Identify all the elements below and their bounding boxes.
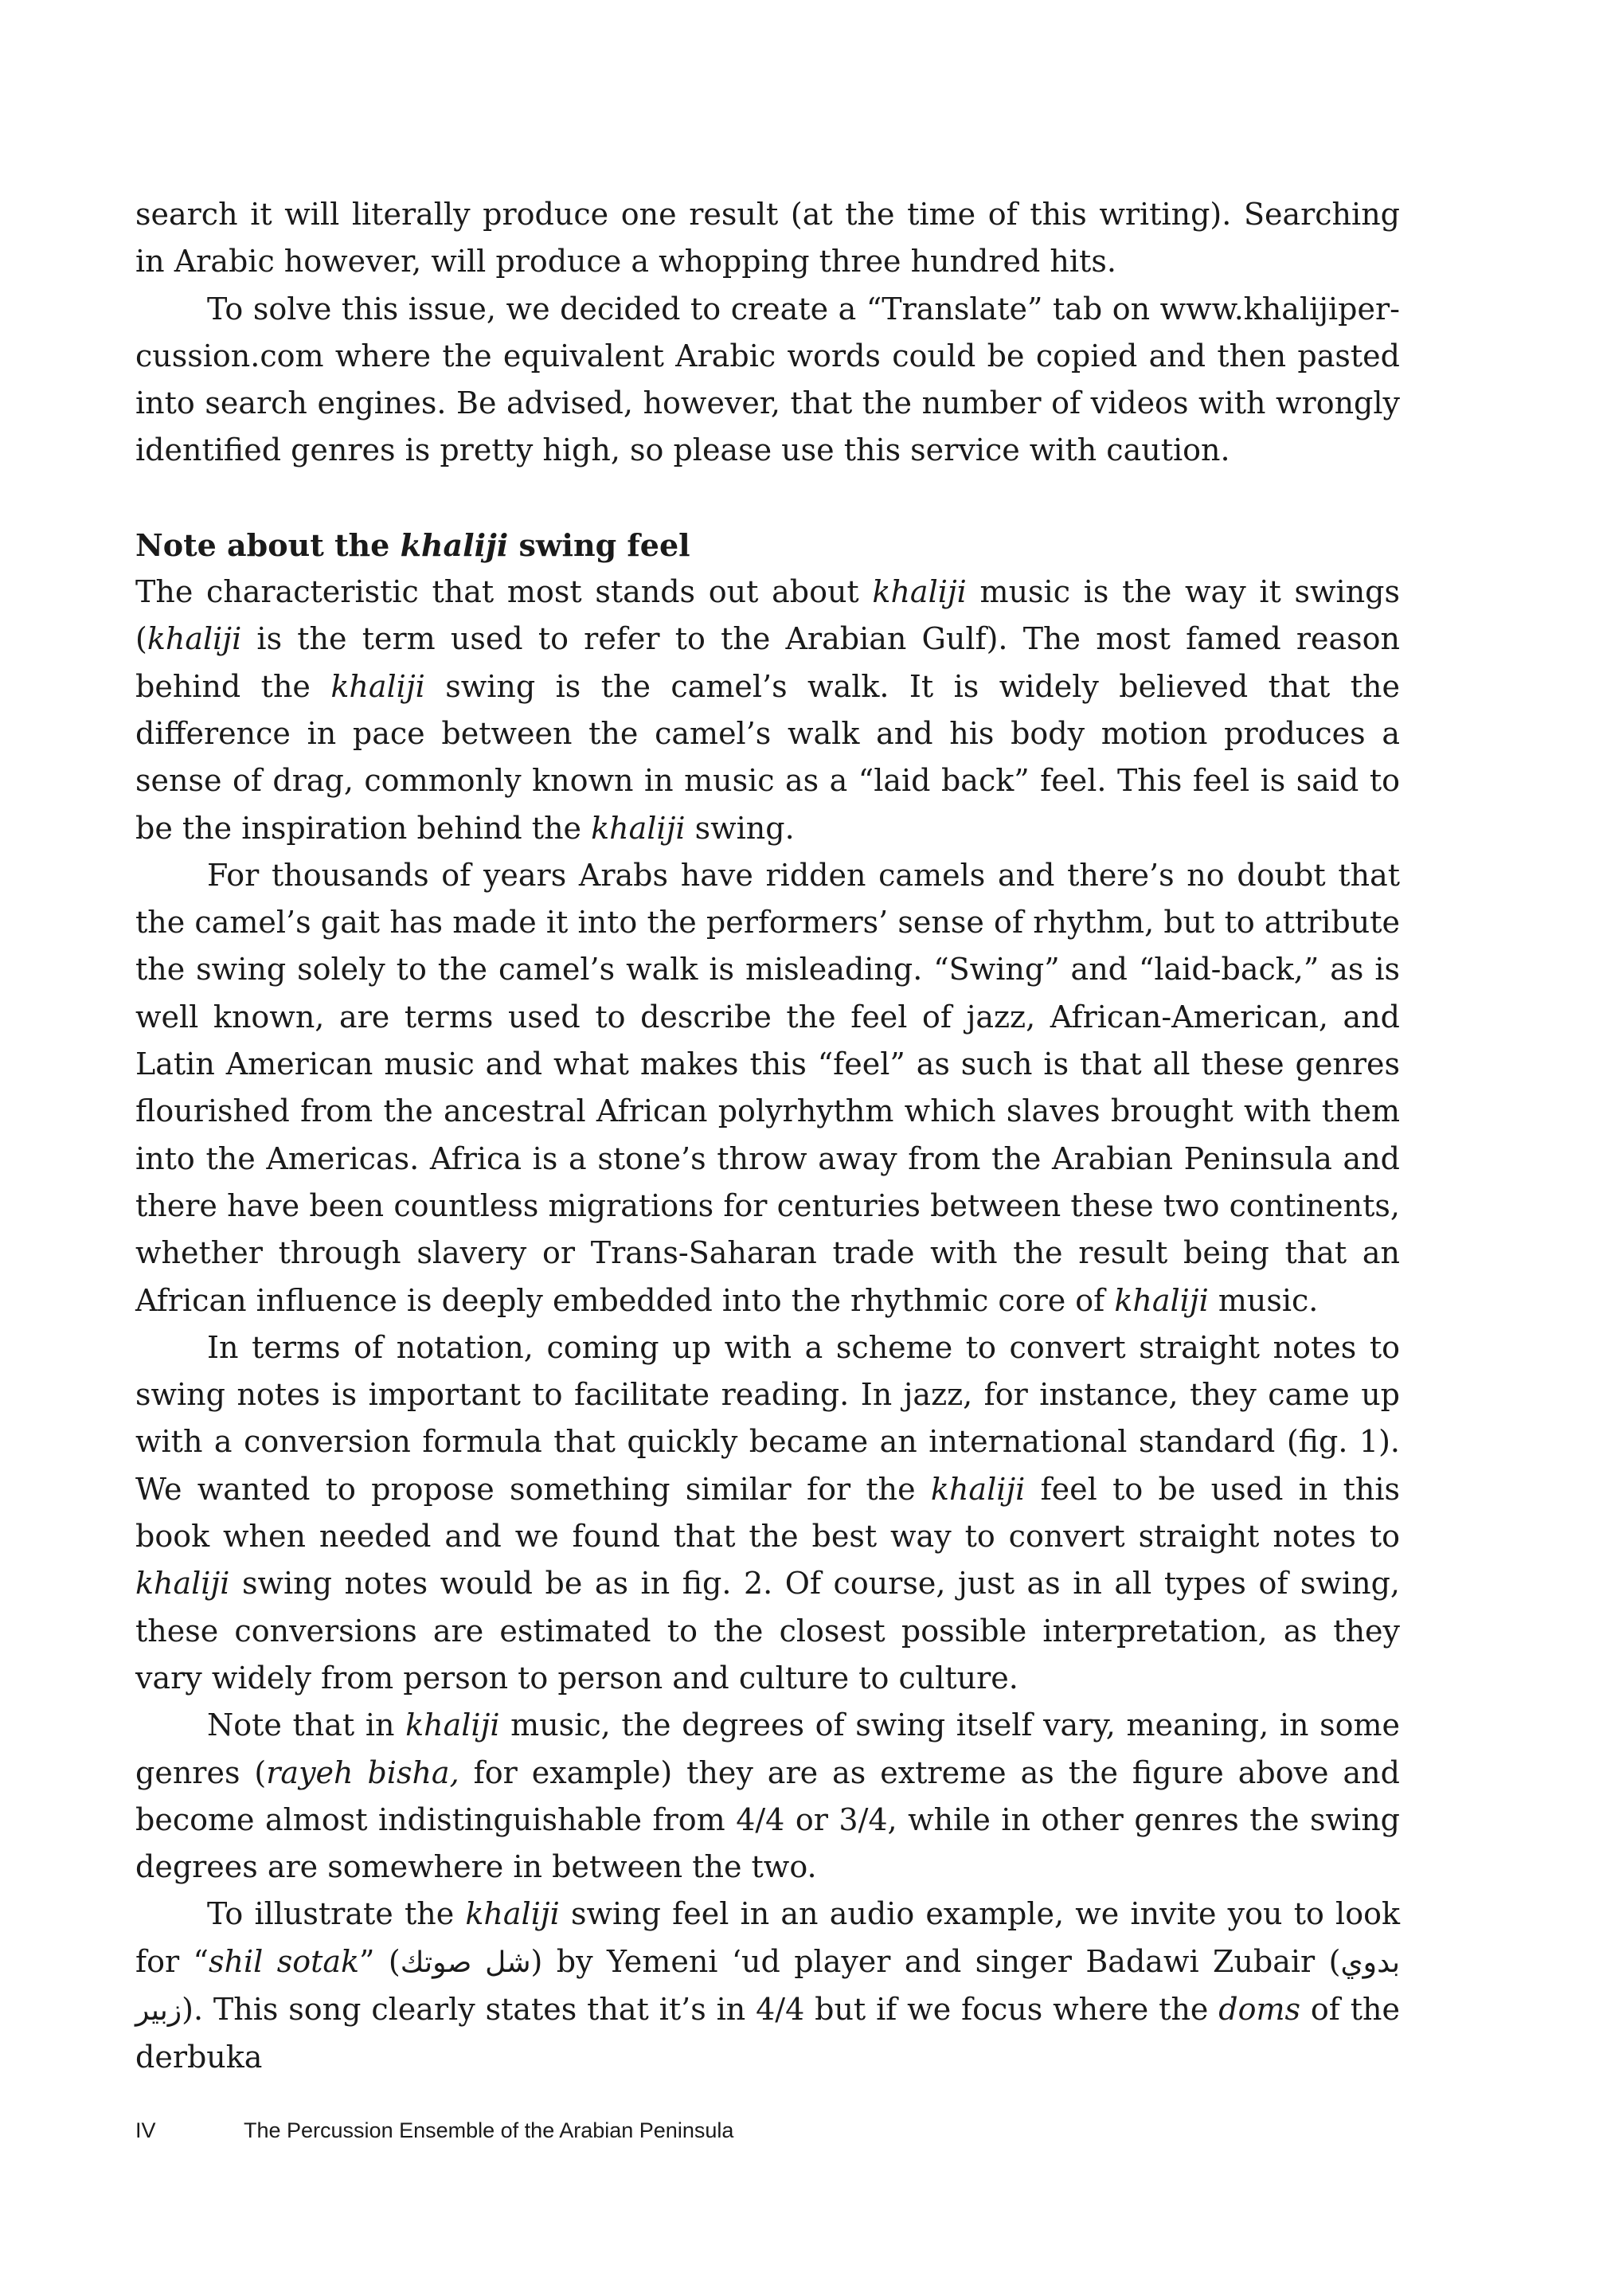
arabic-song-title: شل صوتك	[400, 1946, 531, 1979]
section-heading: Note about the khaliji swing feel	[135, 526, 690, 563]
arabic-artist-name: بدوي زبير	[135, 1946, 1400, 2027]
paragraph-2: To solve this issue, we decided to create a “Translate” tab on www.khalijiper-cussion.com where the equivalent Arabic words could be copied and then pasted into search engines. Be advised, however, that the number of videos with wrongly identified genres is pretty high, so please use this service with caution.	[135, 291, 1400, 468]
paragraph-1: search it will literally produce one result (at the time of this writing). Searching in Arabic however, will produce a whopping three hundred hits.	[135, 197, 1400, 280]
body-text	[135, 191, 1400, 2082]
page-footer	[135, 2118, 734, 2143]
paragraph-4: For thousands of years Arabs have ridden camels and there’s no doubt that the camel’s gait has made it into the performers’ sense of rhythm, but to attribute the swing solely to the camel’s walk is misleading. “Swing” and “laid-back,” as is well known, are terms used to describe the feel of jazz, African-American, and Latin American music and what makes this “feel” as such is that all these genres flourished from the ancestral African polyrhythm which slaves brought with them into the Americas. Africa is a stone’s throw away from the Arabian Peninsula and there have been countless migrations for centuries between these two continents, whether through slavery or Trans-Saharan trade with the result being that an African influence is deeply embedded into the rhythmic core of khaliji music.	[135, 857, 1400, 1318]
paragraph-6: Note that in khaliji music, the degrees of swing itself vary, meaning, in some genres (rayeh bisha, for example) they are as extreme as the figure above and become almost indistinguishable from 4/4 or 3/4, while in other genres the swing degrees are somewhere in between the two.	[135, 1707, 1400, 1885]
paragraph-5: In terms of notation, coming up with a scheme to convert straight notes to swing notes is important to facilitate reading. In jazz, for instance, they came up with a conversion formula that quickly became an international standard (fig. 1). We wanted to propose something similar for the khaliji feel to be used in this book when needed and we found that the best way to convert straight notes to khaliji swing notes would be as in fig. 2. Of course, just as in all types of swing, these conversions are estimated to the closest possible interpretation, as they vary widely from person to person and culture to culture.	[135, 1329, 1400, 1696]
page-number: IV	[135, 2118, 156, 2142]
paragraph-3: The characteristic that most stands out about khaliji music is the way it swings (khaliji is the term used to refer to the Arabian Gulf). The most famed reason behind the khaliji swing is the camel’s walk. It is widely believed that the difference in pace between the camel’s walk and his body motion produces a sense of drag, commonly known in music as a “laid back” feel. This feel is said to be the inspiration behind the khaliji swing.	[135, 574, 1401, 846]
paragraph-7: To illustrate the khaliji swing feel in an audio example, we invite you to look for “shil sotak” (شل صوتك) by Yemeni ‘ud player and singer Badawi Zubair (بدوي زبير). This song clearly states that it’s in 4/4 but if we focus where the doms of the derbuka	[135, 1896, 1400, 2075]
running-title: The Percussion Ensemble of the Arabian Peninsula	[244, 2118, 734, 2142]
